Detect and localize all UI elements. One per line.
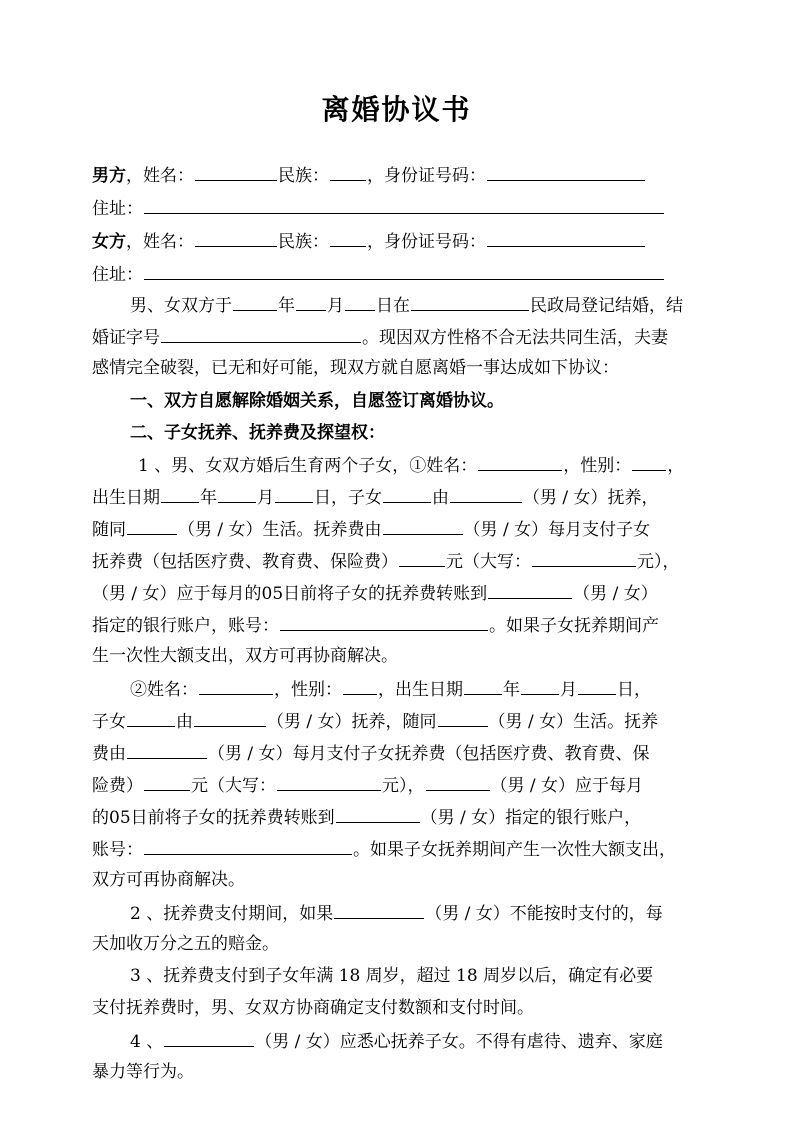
intro-line-2 bbox=[92, 324, 704, 350]
child1-text: 元）， bbox=[637, 552, 680, 572]
male-label: 男方 bbox=[92, 166, 126, 186]
day-label: 日， bbox=[617, 680, 651, 700]
child2-child-blank[interactable] bbox=[127, 708, 175, 727]
male-name-label: ，姓名： bbox=[126, 166, 194, 186]
child1-birth-day-blank[interactable] bbox=[275, 484, 313, 503]
child1-payer-blank[interactable] bbox=[383, 516, 463, 535]
child2-text: 子女 bbox=[92, 712, 126, 732]
child1-birth-year-blank[interactable] bbox=[161, 484, 199, 503]
child1-text: 1 、男、女双方婚后生育两个子女，①姓名： bbox=[138, 456, 478, 476]
child2-transfer-party-blank[interactable] bbox=[426, 772, 490, 791]
intro-text: 婚证字号 bbox=[92, 328, 160, 348]
child1-custodian-blank[interactable] bbox=[450, 484, 522, 503]
child2-text: 元）， bbox=[382, 776, 425, 796]
marriage-year-blank[interactable] bbox=[233, 292, 277, 311]
male-id-label: ，身份证号码： bbox=[367, 166, 486, 186]
child2-text: ，性别： bbox=[274, 680, 342, 700]
child1-text: ， bbox=[667, 456, 685, 476]
child1-child-blank[interactable] bbox=[383, 484, 431, 503]
section-heading-1: 一、双方自愿解除婚姻关系，自愿签订离婚协议。 bbox=[130, 391, 504, 411]
section-heading-2: 二、子女抚养、抚养费及探望权： bbox=[130, 423, 385, 443]
child2-line-3 bbox=[92, 740, 704, 766]
child2-line-1 bbox=[130, 676, 704, 702]
item4-party-blank[interactable] bbox=[164, 1028, 254, 1047]
female-name-blank[interactable] bbox=[195, 228, 277, 247]
child1-text: 。如果子女抚养期间产 bbox=[489, 616, 659, 636]
child1-text: （男 / 女）生活。抚养费由 bbox=[178, 520, 382, 540]
child2-text: （男 / 女）应于每月 bbox=[490, 776, 644, 796]
child1-line-1 bbox=[138, 452, 704, 478]
child2-payer-blank[interactable] bbox=[127, 740, 207, 759]
female-address-blank[interactable] bbox=[144, 261, 664, 280]
child2-transfer-to-blank[interactable] bbox=[336, 804, 420, 823]
child2-account-blank[interactable] bbox=[144, 836, 352, 855]
male-name-blank[interactable] bbox=[195, 162, 277, 181]
child2-line-2 bbox=[92, 708, 704, 734]
item3-line-1: 3 、抚养费支付到子女年满 18 周岁，超过 18 周岁以后，确定有必要 bbox=[130, 966, 654, 986]
child2-amount-words-blank[interactable] bbox=[277, 772, 381, 791]
male-ethnicity-blank[interactable] bbox=[330, 162, 366, 181]
child1-amount-words-blank[interactable] bbox=[532, 548, 636, 567]
child2-amount-blank[interactable] bbox=[144, 772, 190, 791]
male-address-line bbox=[92, 195, 704, 221]
page-title: 离婚协议书 bbox=[321, 93, 472, 126]
male-address-blank[interactable] bbox=[144, 195, 664, 214]
female-address-label: 住址： bbox=[92, 265, 143, 285]
child2-text: 元（大写： bbox=[191, 776, 276, 796]
item4-text: （男 / 女）应悉心抚养子女。不得有虐待、遗弃、家庭 bbox=[255, 1032, 663, 1052]
day-label: 日在 bbox=[376, 296, 410, 316]
child1-name-blank[interactable] bbox=[478, 452, 562, 471]
child1-line-7: 生一次性大额支出，双方可再协商解决。 bbox=[92, 646, 398, 666]
child2-custodian-blank[interactable] bbox=[194, 708, 266, 727]
child2-text: （男 / 女）生活。抚养 bbox=[488, 712, 659, 732]
intro-text: 民政局登记结婚，结 bbox=[530, 296, 683, 316]
child1-text: 由 bbox=[432, 488, 449, 508]
marriage-cert-blank[interactable] bbox=[161, 324, 361, 343]
child1-text: （男 / 女）应于每月的05日前将子女的抚养费转账到 bbox=[92, 584, 488, 604]
child1-line-4 bbox=[92, 548, 704, 574]
intro-text: 男、女双方于 bbox=[130, 296, 232, 316]
intro-text: 。现因双方性格不合无法共同生活，夫妻 bbox=[362, 328, 668, 348]
year-label: 年 bbox=[200, 488, 217, 508]
child2-text: （男 / 女）指定的银行账户， bbox=[420, 808, 642, 828]
child1-text: 出生日期 bbox=[92, 488, 160, 508]
marriage-month-blank[interactable] bbox=[296, 292, 326, 311]
child2-line-5 bbox=[92, 804, 704, 830]
child2-text: 由 bbox=[176, 712, 193, 732]
child2-birth-year-blank[interactable] bbox=[464, 676, 502, 695]
child1-live-with-blank[interactable] bbox=[127, 516, 177, 535]
child2-line-7: 双方可再协商解决。 bbox=[92, 870, 245, 890]
child1-text: 随同 bbox=[92, 520, 126, 540]
male-info-line bbox=[92, 162, 704, 188]
female-info-line bbox=[92, 228, 704, 254]
child2-text: ②姓名： bbox=[130, 680, 198, 700]
child1-text: 指定的银行账户，账号： bbox=[92, 616, 279, 636]
child2-live-with-blank[interactable] bbox=[438, 708, 488, 727]
intro-line-3: 感情完全破裂，已无和好可能，现双方就自愿离婚一事达成如下协议： bbox=[92, 358, 619, 378]
child2-text: ，出生日期 bbox=[378, 680, 463, 700]
month-label: 月 bbox=[327, 296, 344, 316]
female-name-label: ，姓名： bbox=[126, 232, 194, 252]
bureau-blank[interactable] bbox=[411, 292, 529, 311]
item2-line-1 bbox=[130, 900, 704, 926]
child2-name-blank[interactable] bbox=[199, 676, 273, 695]
child2-text: 险费） bbox=[92, 776, 143, 796]
child1-birth-month-blank[interactable] bbox=[218, 484, 256, 503]
month-label: 月 bbox=[560, 680, 577, 700]
year-label: 年 bbox=[278, 296, 295, 316]
item4-line-1 bbox=[130, 1028, 704, 1054]
child1-text: （男 / 女）抚养， bbox=[523, 488, 659, 508]
child1-text: ，性别： bbox=[563, 456, 632, 476]
child1-line-6 bbox=[92, 612, 704, 638]
year-label: 年 bbox=[503, 680, 520, 700]
child1-text: 元（大写： bbox=[446, 552, 531, 572]
item2-party-blank[interactable] bbox=[334, 900, 424, 919]
month-label: 月 bbox=[257, 488, 274, 508]
female-id-label: ，身份证号码： bbox=[367, 232, 486, 252]
child1-gender-blank[interactable] bbox=[632, 452, 666, 471]
child1-amount-blank[interactable] bbox=[399, 548, 445, 567]
female-label: 女方 bbox=[92, 232, 126, 252]
female-id-blank[interactable] bbox=[487, 228, 645, 247]
child1-account-blank[interactable] bbox=[280, 612, 488, 631]
child2-gender-blank[interactable] bbox=[343, 676, 377, 695]
child1-text: （男 / 女） bbox=[573, 584, 658, 604]
child1-text: 抚养费（包括医疗费、教育费、保险费） bbox=[92, 552, 398, 572]
child1-line-5 bbox=[92, 580, 704, 606]
child1-line-3 bbox=[92, 516, 704, 542]
child2-birth-day-blank[interactable] bbox=[578, 676, 616, 695]
child2-text: （男 / 女）抚养，随同 bbox=[267, 712, 437, 732]
item2-line-2: 天加收万分之五的赔金。 bbox=[92, 934, 279, 954]
male-ethnicity-label: 民族： bbox=[278, 166, 329, 186]
child2-birth-month-blank[interactable] bbox=[521, 676, 559, 695]
child2-text: （男 / 女）每月支付子女抚养费（包括医疗费、教育费、保 bbox=[208, 744, 650, 764]
female-ethnicity-label: 民族： bbox=[278, 232, 329, 252]
male-address-label: 住址： bbox=[92, 199, 143, 219]
female-address-line bbox=[92, 261, 704, 287]
male-id-blank[interactable] bbox=[487, 162, 645, 181]
intro-line-1 bbox=[130, 292, 704, 318]
child2-text: 费由 bbox=[92, 744, 126, 764]
child2-text: 。如果子女抚养期间产生一次性大额支出， bbox=[353, 840, 676, 860]
item4-line-2: 暴力等行为。 bbox=[92, 1062, 194, 1082]
child2-text: 的05日前将子女的抚养费转账到 bbox=[92, 808, 335, 828]
child1-line-2 bbox=[92, 484, 704, 510]
child1-text: 日，子女 bbox=[314, 488, 382, 508]
child2-text: 账号： bbox=[92, 840, 143, 860]
child2-line-6 bbox=[92, 836, 704, 862]
female-ethnicity-blank[interactable] bbox=[330, 228, 366, 247]
child1-transfer-to-blank[interactable] bbox=[488, 580, 572, 599]
child1-text: （男 / 女）每月支付子女 bbox=[463, 520, 651, 540]
child2-line-4 bbox=[92, 772, 704, 798]
item4-text: 4 、 bbox=[130, 1032, 164, 1052]
item3-line-2: 支付抚养费时，男、女双方协商确定支付数额和支付时间。 bbox=[92, 998, 534, 1018]
marriage-day-blank[interactable] bbox=[345, 292, 375, 311]
item2-text: 2 、抚养费支付期间，如果 bbox=[130, 904, 334, 924]
item2-text: （男 / 女）不能按时支付的，每 bbox=[425, 904, 663, 924]
